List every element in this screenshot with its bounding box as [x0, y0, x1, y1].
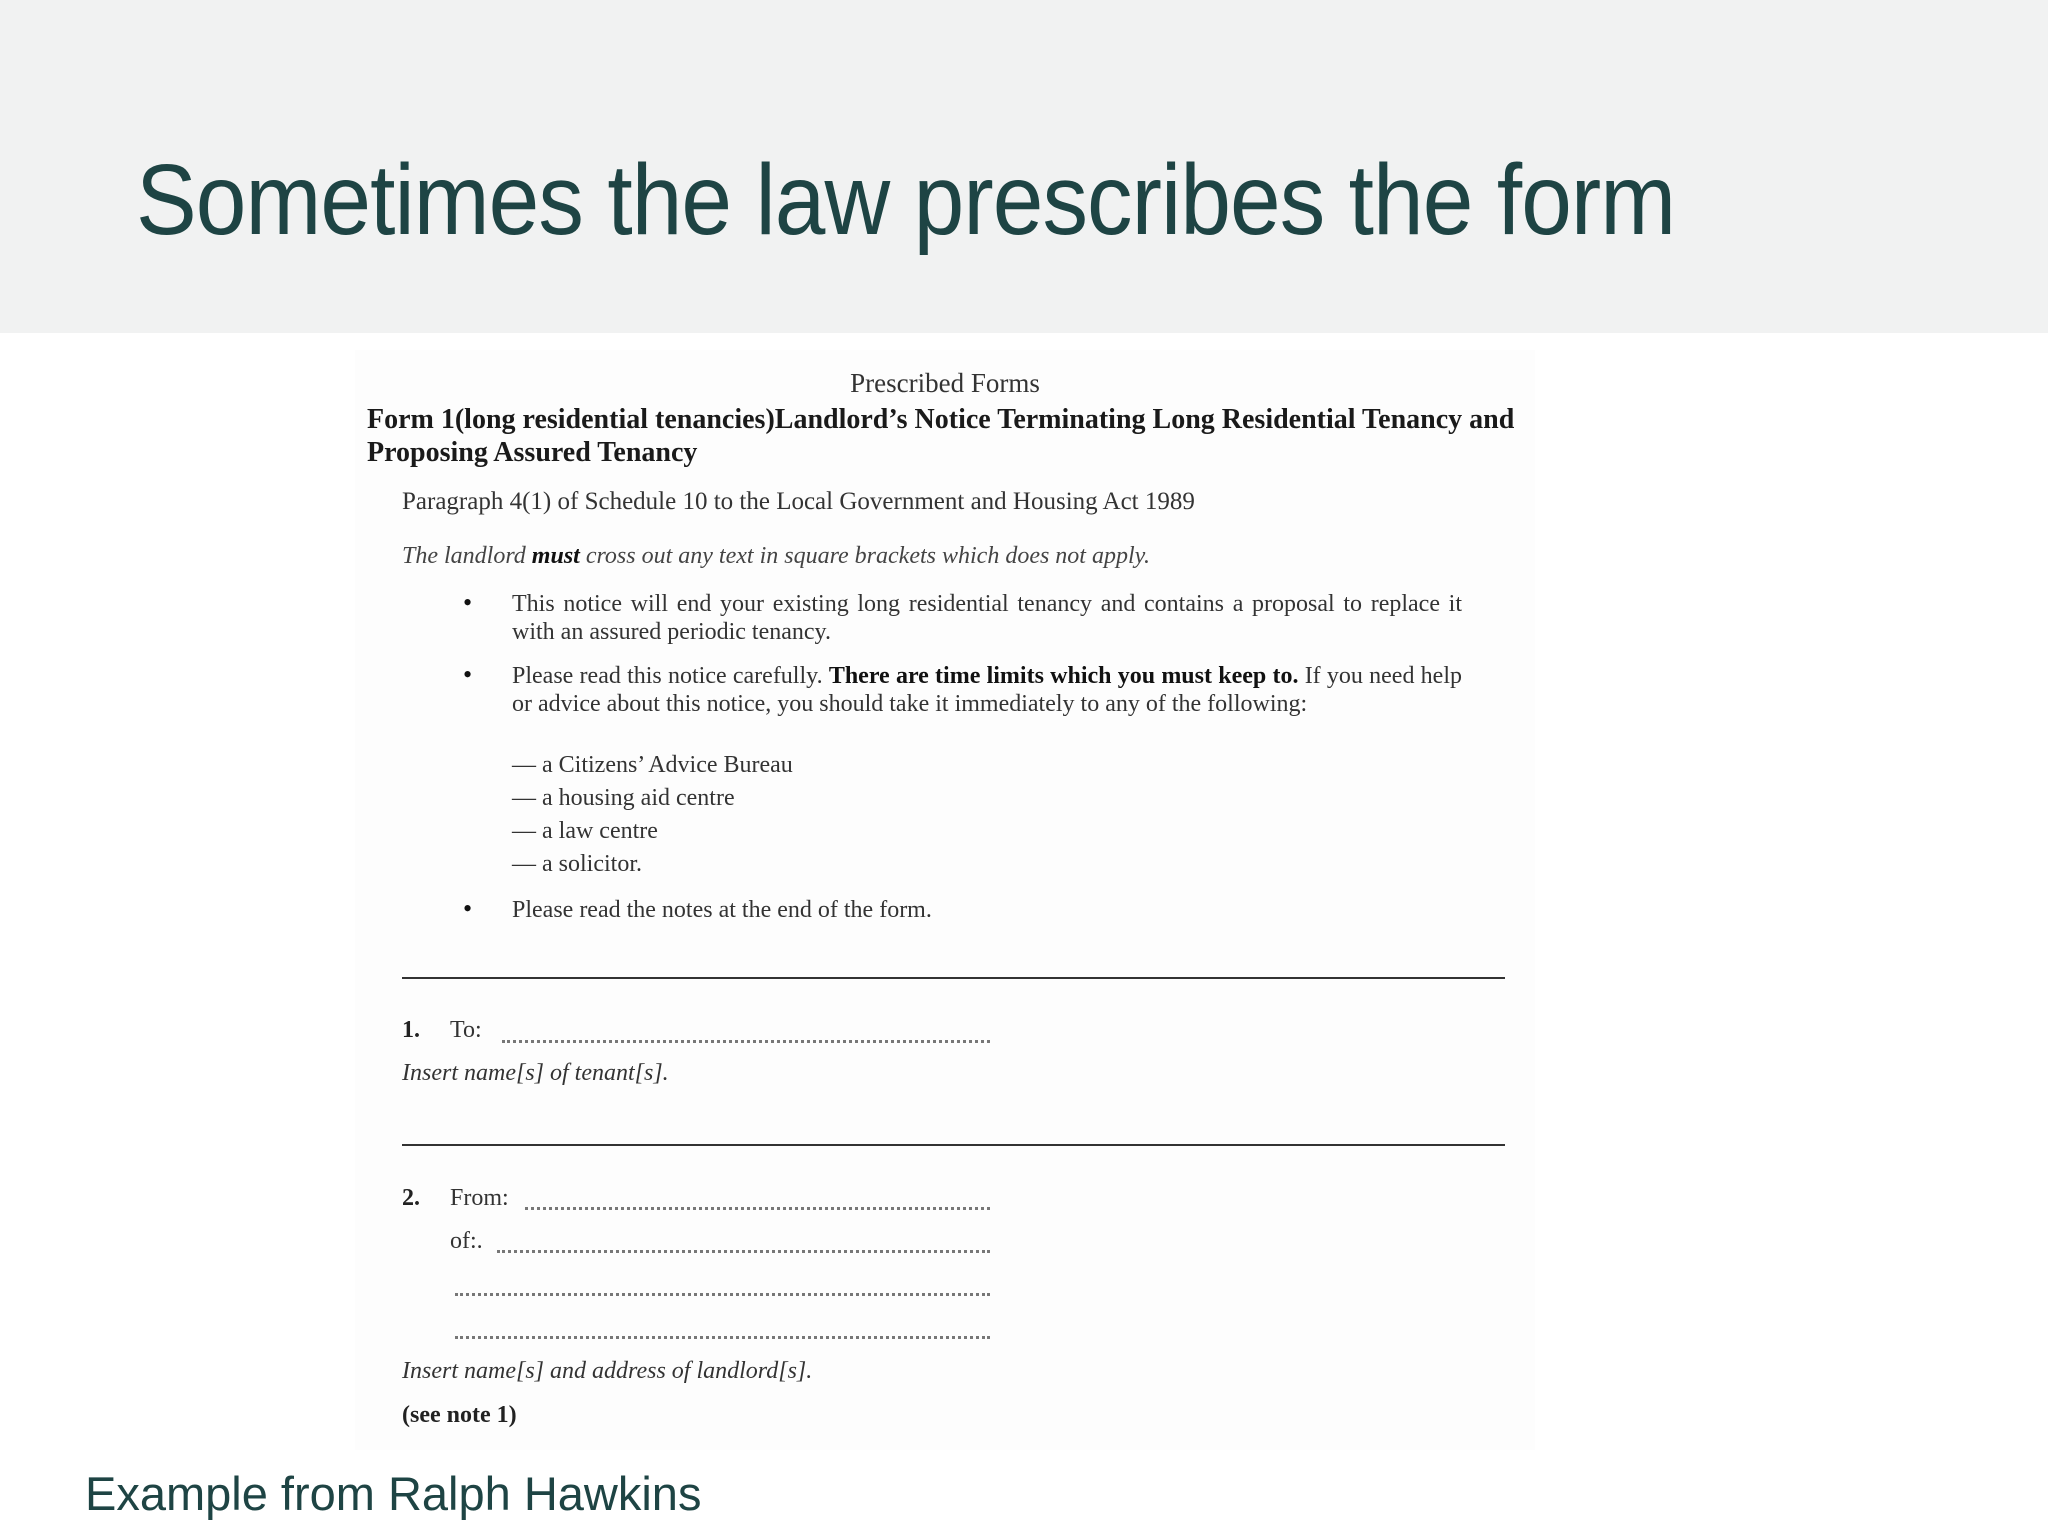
divider [402, 1144, 1505, 1146]
advice-list-item: — a law centre [512, 818, 658, 844]
advice-list-item: — a Citizens’ Advice Bureau [512, 752, 793, 778]
dotted-fill-line [455, 1293, 990, 1296]
field-number-2: 2. [402, 1185, 420, 1211]
slide-caption: Example from Ralph Hawkins [85, 1467, 702, 1520]
bullet-text-3: Please read the notes at the end of the form. [512, 897, 932, 923]
see-note: (see note 1) [402, 1402, 517, 1428]
instruction-text: The landlord must cross out any text in square brackets which does not apply. [402, 543, 1150, 569]
form-title: Form 1(long residential tenancies)Landlord’s Notice Terminating Long Residential Tenancy and Proposing Assured Tenancy [367, 404, 1515, 468]
field-number-1: 1. [402, 1017, 420, 1043]
field-note-tenant: Insert name[s] of tenant[s]. [402, 1060, 669, 1086]
dotted-fill-line [497, 1250, 990, 1253]
divider [402, 977, 1505, 979]
dotted-fill-line [502, 1040, 990, 1043]
bullet-text-1: This notice will end your existing long residential tenancy and contains a proposal to replace it with an assured periodic tenancy. [512, 591, 1462, 645]
doc-heading: Prescribed Forms [850, 368, 1040, 398]
bullet-text-2: Please read this notice carefully. There are time limits which you must keep to. If you need help or advice about this notice, you should take it immediately to any of the following: [512, 663, 1462, 717]
field-label-from: From: [450, 1185, 509, 1211]
dotted-fill-line [525, 1207, 990, 1210]
bullet-icon: • [463, 894, 473, 923]
bullet-icon: • [463, 588, 473, 617]
field-note-landlord: Insert name[s] and address of landlord[s]. [402, 1358, 813, 1384]
paragraph-reference: Paragraph 4(1) of Schedule 10 to the Local Government and Housing Act 1989 [402, 488, 1195, 515]
advice-list-item: — a housing aid centre [512, 785, 735, 811]
bullet-icon: • [463, 660, 473, 689]
prescribed-form-image [355, 350, 1535, 1450]
field-label-to: To: [450, 1017, 482, 1043]
slide-title: Sometimes the law prescribes the form [136, 144, 1676, 256]
field-label-of: of:. [450, 1228, 483, 1254]
advice-list-item: — a solicitor. [512, 851, 642, 877]
dotted-fill-line [455, 1336, 990, 1339]
